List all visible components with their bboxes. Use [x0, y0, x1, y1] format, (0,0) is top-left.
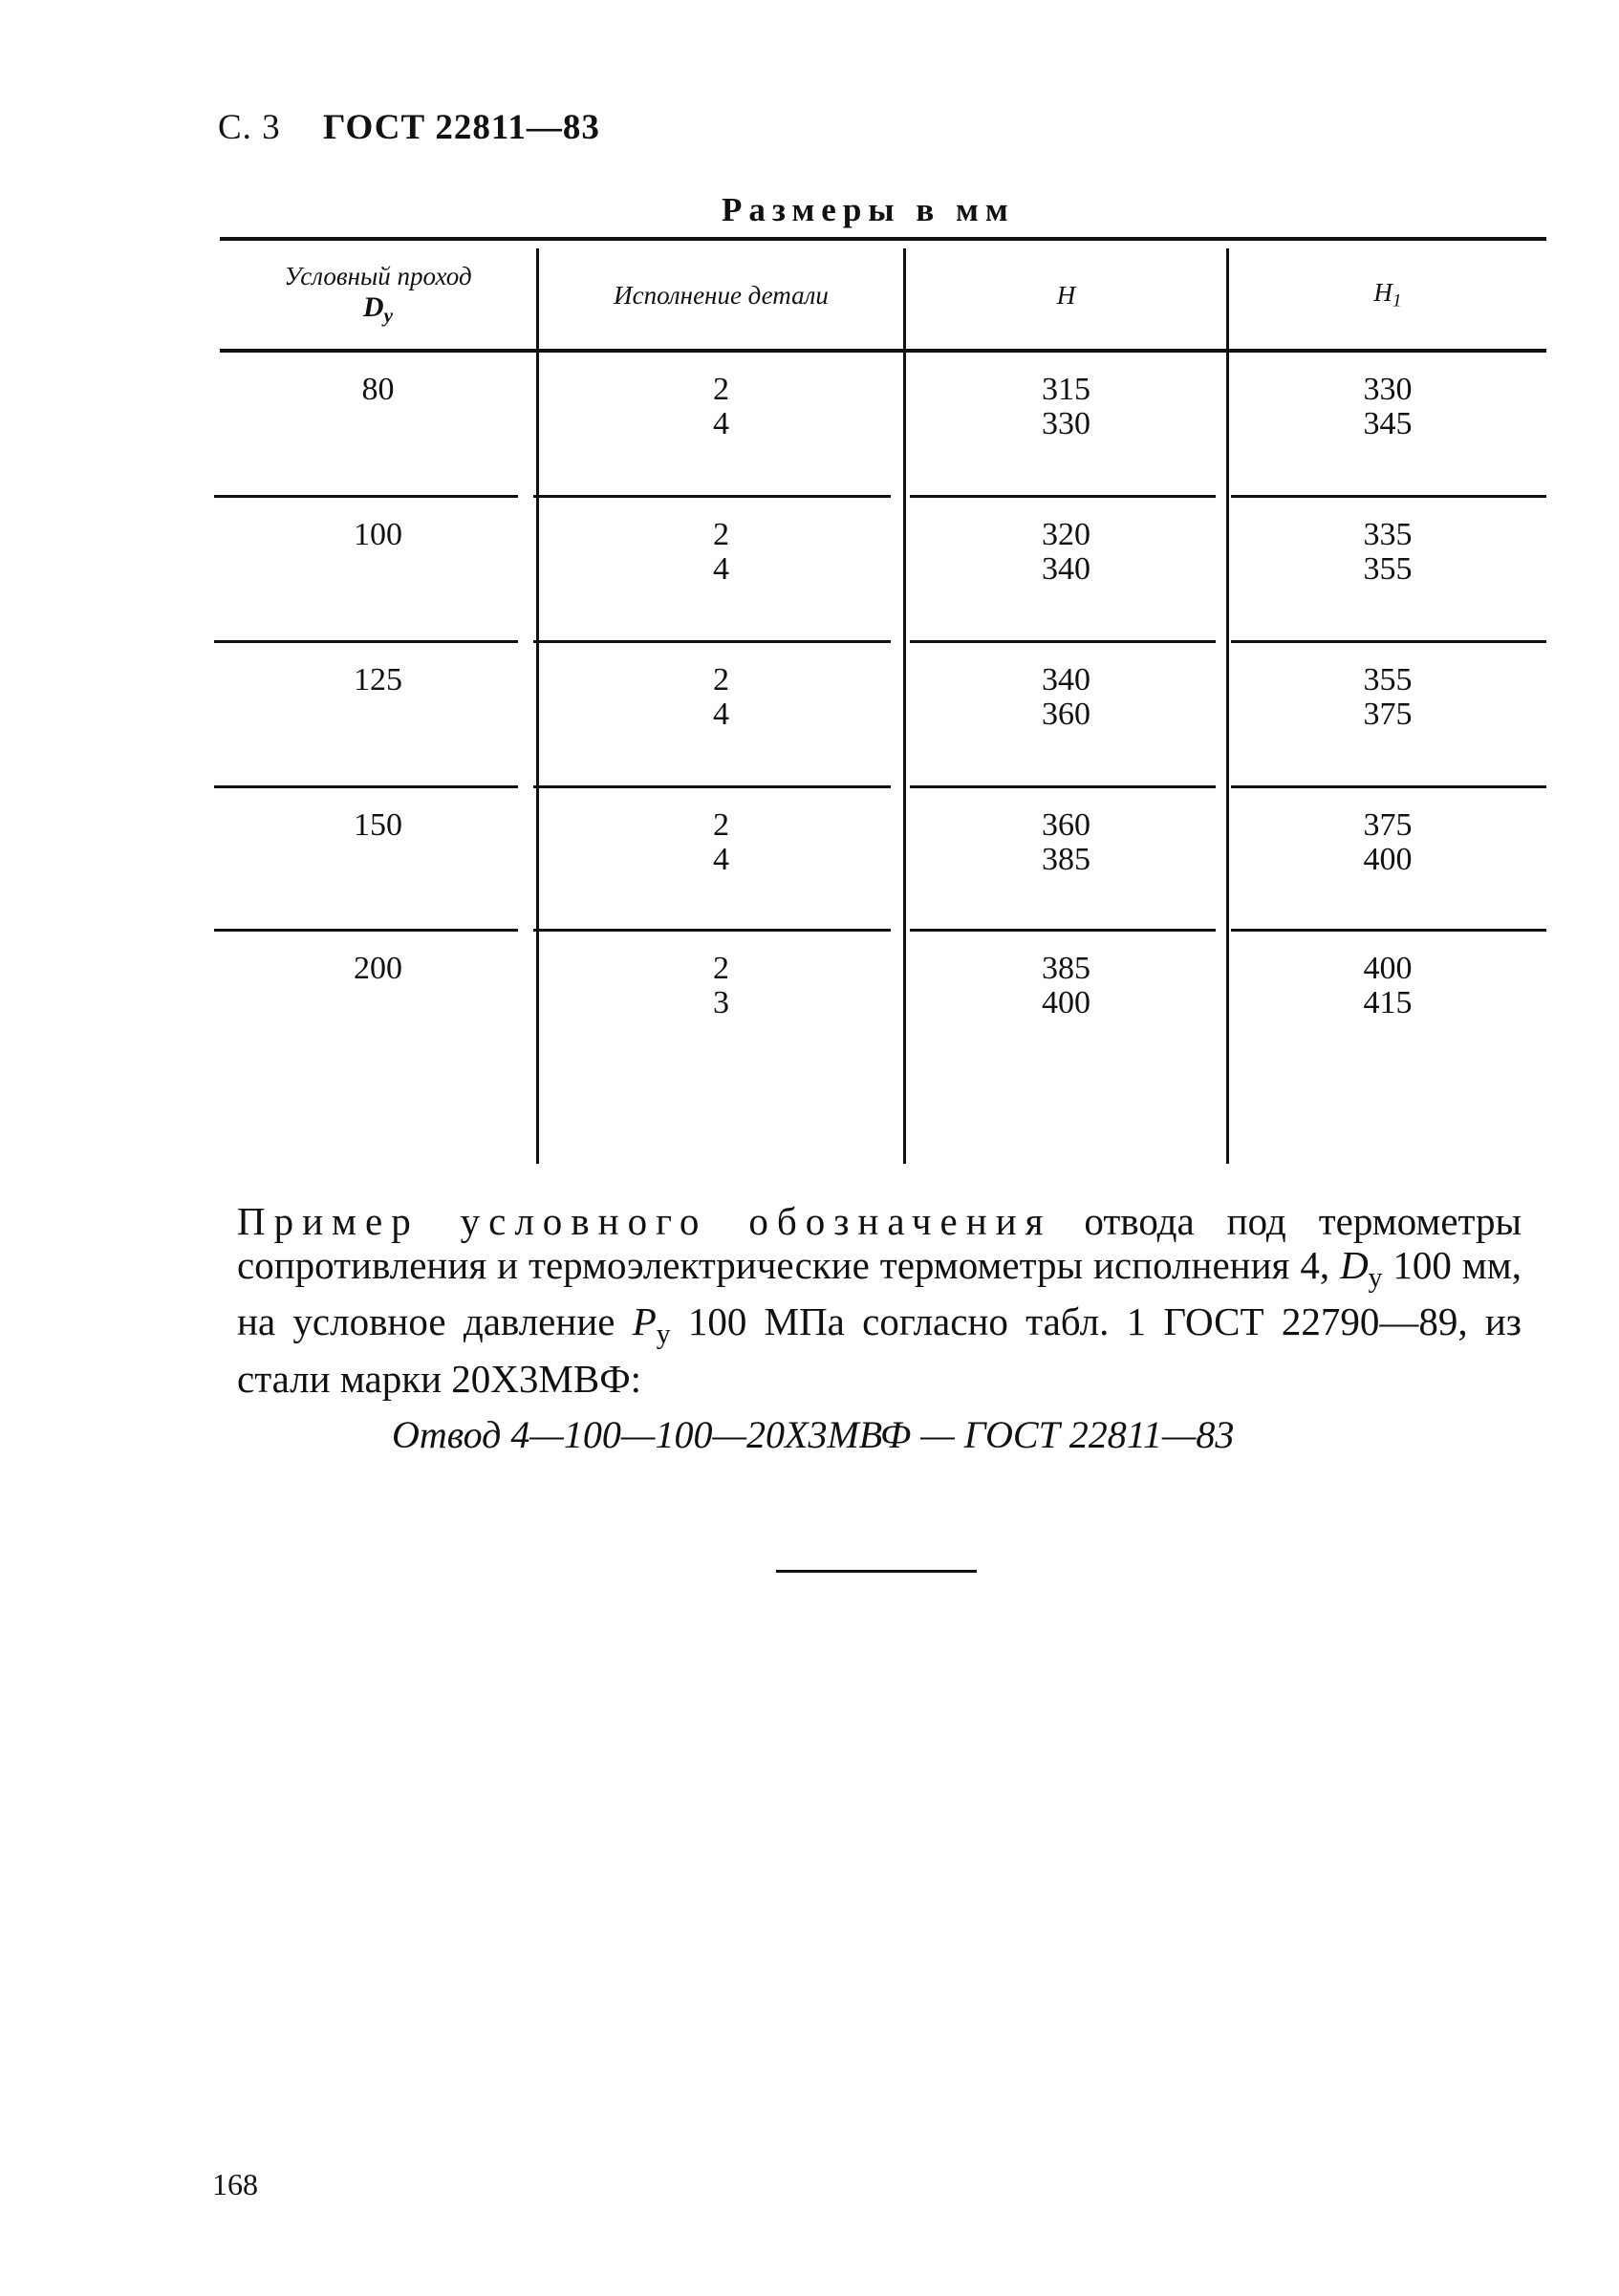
cell-nominal-bore: 150 — [354, 807, 402, 843]
py-symbol: P — [632, 1299, 657, 1344]
designation-example: Отвод 4—100—100—20Х3МВФ — ГОСТ 22811—83 — [392, 1413, 1235, 1456]
row-separator — [214, 785, 518, 788]
header-variant: Исполнение детали — [614, 280, 829, 310]
row-separator — [1231, 929, 1546, 932]
row-separator — [1231, 785, 1546, 788]
cell-h1: 375 — [1363, 697, 1413, 732]
page-header — [218, 107, 600, 148]
cell-h: 385 — [1042, 842, 1090, 877]
end-rule — [776, 1570, 977, 1573]
row-separator — [533, 785, 891, 788]
cell-h1: 400 — [1363, 951, 1413, 986]
row-separator — [1231, 495, 1546, 498]
cell-variant: 4 — [713, 406, 729, 441]
cell-h: 330 — [1042, 406, 1090, 441]
dy-symbol: D — [1340, 1243, 1369, 1287]
cell-nominal-bore: 80 — [361, 372, 395, 407]
page-label: С. 3 — [218, 108, 281, 147]
dy-subscript: у — [1368, 1262, 1383, 1294]
cell-h: 400 — [1042, 985, 1090, 1020]
cell-h: 320 — [1042, 517, 1090, 552]
cell-h: 340 — [1042, 551, 1090, 587]
cell-variant: 3 — [713, 985, 729, 1020]
designation-example-paragraph — [237, 1199, 1522, 1401]
example-lead: Пример условного обозначения — [237, 1199, 1052, 1243]
cell-h: 360 — [1042, 697, 1090, 732]
cell-h1: 415 — [1363, 985, 1413, 1020]
page-number: 168 — [212, 2167, 258, 2201]
cell-h1: 375 — [1363, 807, 1413, 843]
table-top-rule — [220, 237, 1546, 241]
cell-variant: 2 — [713, 951, 729, 986]
row-separator — [910, 495, 1216, 498]
cell-h1: 335 — [1363, 517, 1413, 552]
standard-number: ГОСТ 22811—83 — [322, 108, 600, 147]
cell-h: 340 — [1042, 662, 1090, 697]
cell-h: 360 — [1042, 807, 1090, 843]
row-separator — [1231, 640, 1546, 643]
header-h1-symbol: $H_1$ — [1373, 278, 1402, 311]
header-h: H — [1056, 280, 1076, 310]
dimensions-table — [220, 237, 1546, 1164]
cell-h1: 355 — [1363, 551, 1413, 587]
cell-variant: 4 — [713, 697, 729, 732]
row-separator — [910, 929, 1216, 932]
table-units-caption: Размеры в мм — [722, 191, 1015, 228]
cell-h1: 345 — [1363, 406, 1413, 441]
header-dy-symbol: $D_у$ — [362, 291, 394, 328]
row-separator — [910, 785, 1216, 788]
cell-h1: 355 — [1363, 662, 1413, 697]
cell-variant: 4 — [713, 551, 729, 587]
cell-variant: 4 — [713, 842, 729, 877]
cell-h: 385 — [1042, 951, 1090, 986]
py-subscript: у — [656, 1319, 671, 1350]
example-text-2: 100 мм, на условное давление — [237, 1243, 1522, 1344]
cell-h1: 330 — [1363, 372, 1413, 407]
row-separator — [214, 640, 518, 643]
row-separator — [533, 495, 891, 498]
row-separator — [214, 929, 518, 932]
cell-variant: 2 — [713, 372, 729, 407]
cell-h1: 400 — [1363, 842, 1413, 877]
example-text-1: отвода под термометры сопротивления и термоэлектрические термометры исполнения 4, — [237, 1199, 1522, 1287]
cell-variant: 2 — [713, 662, 729, 697]
row-separator — [910, 640, 1216, 643]
row-separator — [214, 495, 518, 498]
table-header-rule — [220, 349, 1546, 353]
cell-variant: 2 — [713, 517, 729, 552]
cell-nominal-bore: 125 — [354, 662, 402, 697]
cell-nominal-bore: 200 — [354, 951, 402, 986]
example-text-3: 100 МПа согласно табл. 1 ГОСТ 22790—89, из стали марки 20Х3МВФ: — [237, 1299, 1522, 1401]
row-separator — [533, 929, 891, 932]
header-nominal-bore-text: Условный проход — [284, 262, 472, 291]
header-nominal-bore — [220, 243, 536, 348]
cell-nominal-bore: 100 — [354, 517, 402, 552]
row-separator — [533, 640, 891, 643]
cell-h: 315 — [1042, 372, 1090, 407]
cell-variant: 2 — [713, 807, 729, 843]
header-h1 — [1229, 243, 1546, 348]
